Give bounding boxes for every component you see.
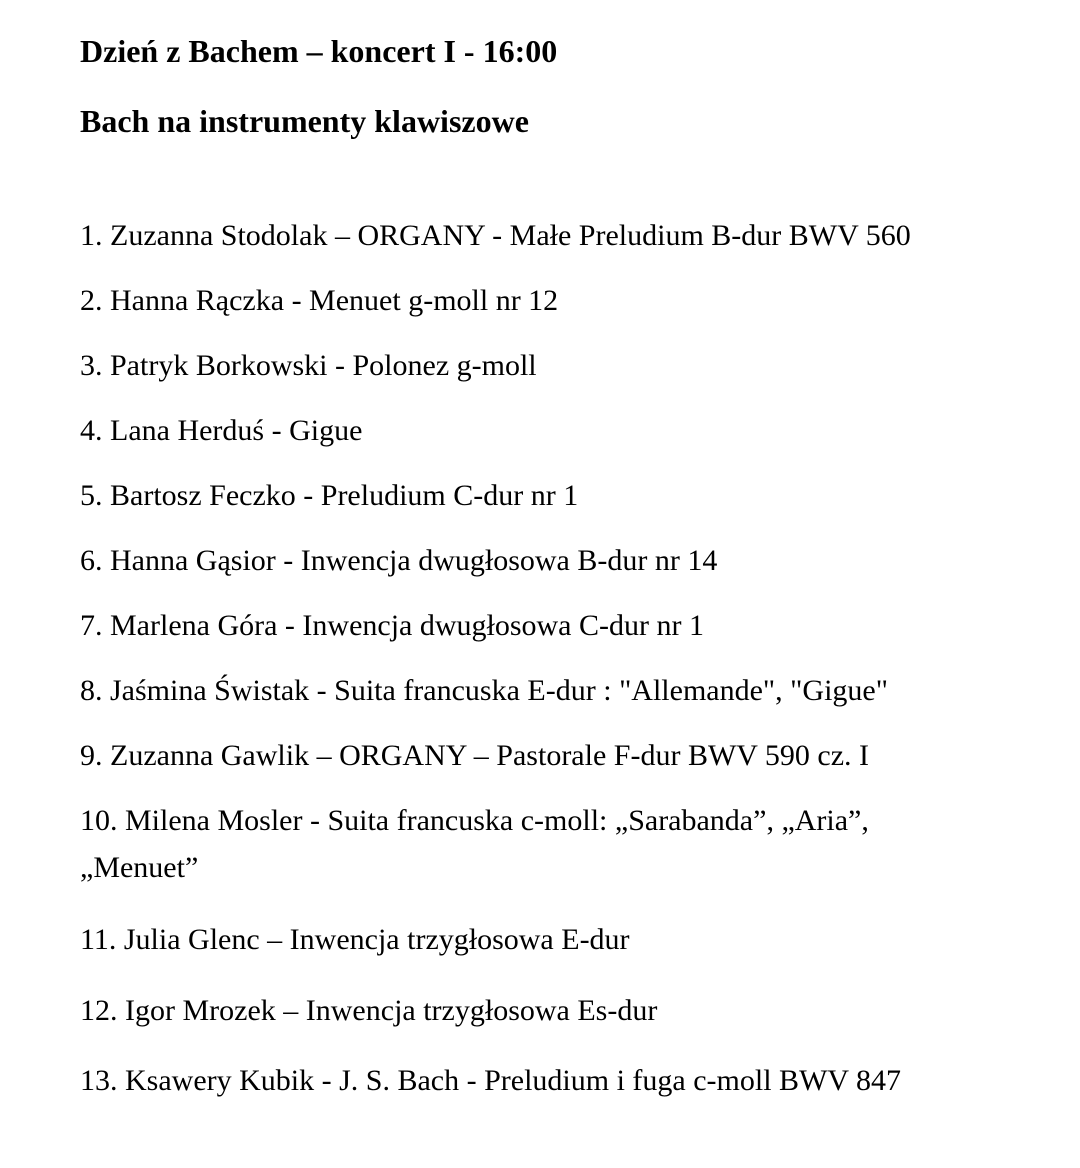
- program-item-8: 8. Jaśmina Świstak - Suita francuska E-dur : "Allemande", "Gigue": [80, 674, 888, 707]
- program-item-12: 12. Igor Mrozek – Inwencja trzygłosowa Es-dur: [80, 994, 658, 1027]
- program-item-4: 4. Lana Herduś - Gigue: [80, 414, 363, 447]
- program-item-9: 9. Zuzanna Gawlik – ORGANY – Pastorale F-dur BWV 590 cz. I: [80, 739, 870, 772]
- program-item-6: 6. Hanna Gąsior - Inwencja dwugłosowa B-dur nr 14: [80, 544, 718, 577]
- program-item-1: 1. Zuzanna Stodolak – ORGANY - Małe Preludium B-dur BWV 560: [80, 219, 911, 252]
- program-item-10: 10. Milena Mosler - Suita francuska c-moll: „Sarabanda”, „Aria”,: [80, 804, 869, 837]
- program-item-13: 13. Ksawery Kubik - J. S. Bach - Preludium i fuga c-moll BWV 847: [80, 1064, 902, 1097]
- program-item-2: 2. Hanna Rączka - Menuet g-moll nr 12: [80, 284, 559, 317]
- program-item-5: 5. Bartosz Feczko - Preludium C-dur nr 1: [80, 479, 579, 512]
- program-item-3: 3. Patryk Borkowski - Polonez g-moll: [80, 349, 537, 382]
- concert-title: Dzień z Bachem – koncert I - 16:00: [80, 33, 558, 69]
- concert-subtitle: Bach na instrumenty klawiszowe: [80, 103, 529, 139]
- program-item-7: 7. Marlena Góra - Inwencja dwugłosowa C-dur nr 1: [80, 609, 704, 642]
- program-item-11: 11. Julia Glenc – Inwencja trzygłosowa E-dur: [80, 923, 630, 956]
- program-item-10-continuation: „Menuet”: [80, 851, 199, 884]
